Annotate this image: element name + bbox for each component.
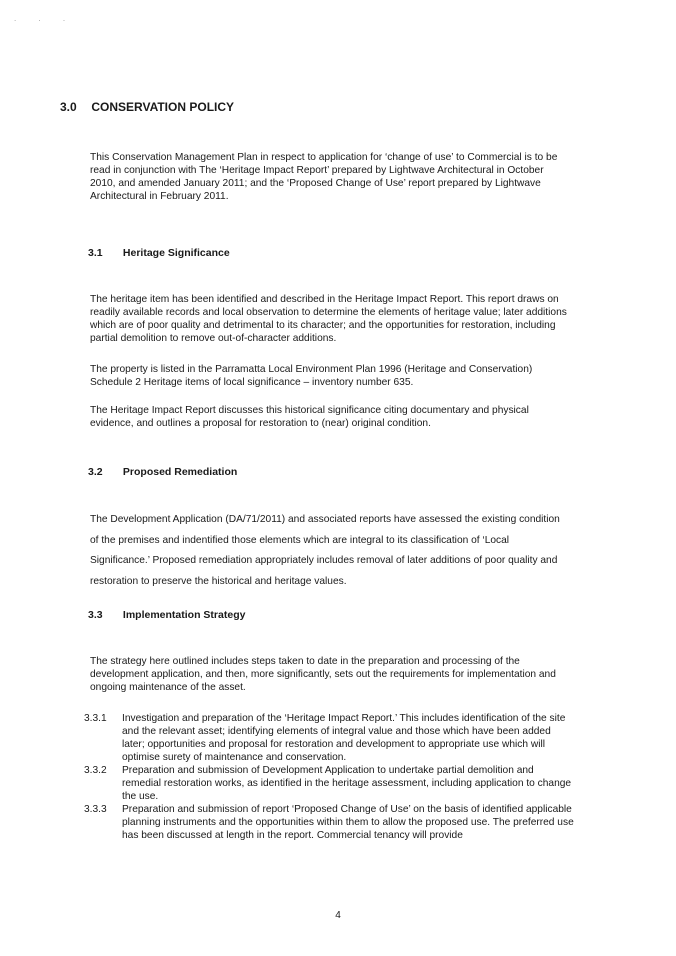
scan-marks: . . .: [14, 14, 76, 23]
list-item-text: Investigation and preparation of the ‘Heritage Impact Report.’ This includes identification of the site and the relevant asset; identifying elements of integral value and those which have been added later; opportunities and proposal for restoration and development to appropriate use which will optimise surety of maintenance and conservation.: [122, 713, 566, 763]
list-item-text: Preparation and submission of Development Application to undertake partial demolition and remedial restoration works, as identified in the heritage assessment, including application to change the use.: [122, 765, 572, 802]
subsection-number: 3.2: [88, 466, 103, 478]
subsection-heading-3-3: [88, 609, 245, 621]
subsection-title: Heritage Significance: [122, 247, 230, 259]
intro-paragraph: This Conservation Management Plan in respect to application for ‘change of use’ to Commercial is to be read in conjunction with The ‘Heritage Impact Report’ prepared by Lightwave Architectural in October 2010, and amended January 2011; and the ‘Proposed Change of Use’ report prepared by Lightwave Architectural in February 2011.: [90, 152, 558, 202]
list-item-text: Preparation and submission of report ‘Proposed Change of Use’ on the basis of identified applicable planning instruments and the opportunities within them to allow the proposed use. The preferred use has been discussed at length in the report. Commercial tenancy will provide: [122, 804, 574, 841]
list-item-number: 3.3.3: [84, 804, 107, 815]
list-item-number: 3.3.1: [84, 713, 107, 724]
subsection-title: Proposed Remediation: [122, 466, 238, 478]
section-number: 3.0: [60, 100, 77, 114]
heritage-paragraph-3: The Heritage Impact Report discusses this historical significance citing documentary and physical evidence, and outlines a proposal for restoration to (near) original condition.: [90, 405, 529, 429]
section-heading: [60, 100, 234, 114]
page-number: 4: [335, 910, 341, 921]
list-item: [84, 764, 574, 803]
subsection-number: 3.1: [88, 247, 103, 259]
list-item-number: 3.3.2: [84, 765, 107, 776]
section-title: CONSERVATION POLICY: [91, 100, 235, 114]
heritage-paragraph-2: The property is listed in the Parramatta Local Environment Plan 1996 (Heritage and Conservation) Schedule 2 Heritage items of local significance – inventory number 635.: [90, 364, 533, 388]
strategy-paragraph: The strategy here outlined includes steps taken to date in the preparation and processing of the development application, and then, more significantly, sets out the requirements for implementation and ongoing maintenance of the asset.: [90, 656, 556, 693]
implementation-steps-list: [84, 712, 574, 842]
remediation-paragraph: The Development Application (DA/71/2011) and associated reports have assessed the existing condition of the premises and indentified those elements which are integral to its classification of ‘Local Significance.’ Proposed remediation appropriately includes removal of later additions of poor quality and restoration to preserve the historical and heritage values.: [90, 514, 560, 587]
subsection-title: Implementation Strategy: [122, 609, 246, 621]
list-item: [84, 712, 574, 764]
heritage-paragraph-1: The heritage item has been identified and described in the Heritage Impact Report. This report draws on readily available records and local observation to determine the elements of heritage value; later additions which are of poor quality and detrimental to its character; and the opportunities for restoration, including partial demolition to remove out-of-character additions.: [90, 294, 567, 344]
subsection-heading-3-1: [88, 247, 230, 259]
subsection-heading-3-2: [88, 466, 237, 478]
list-item: [84, 803, 574, 842]
subsection-number: 3.3: [88, 609, 103, 621]
